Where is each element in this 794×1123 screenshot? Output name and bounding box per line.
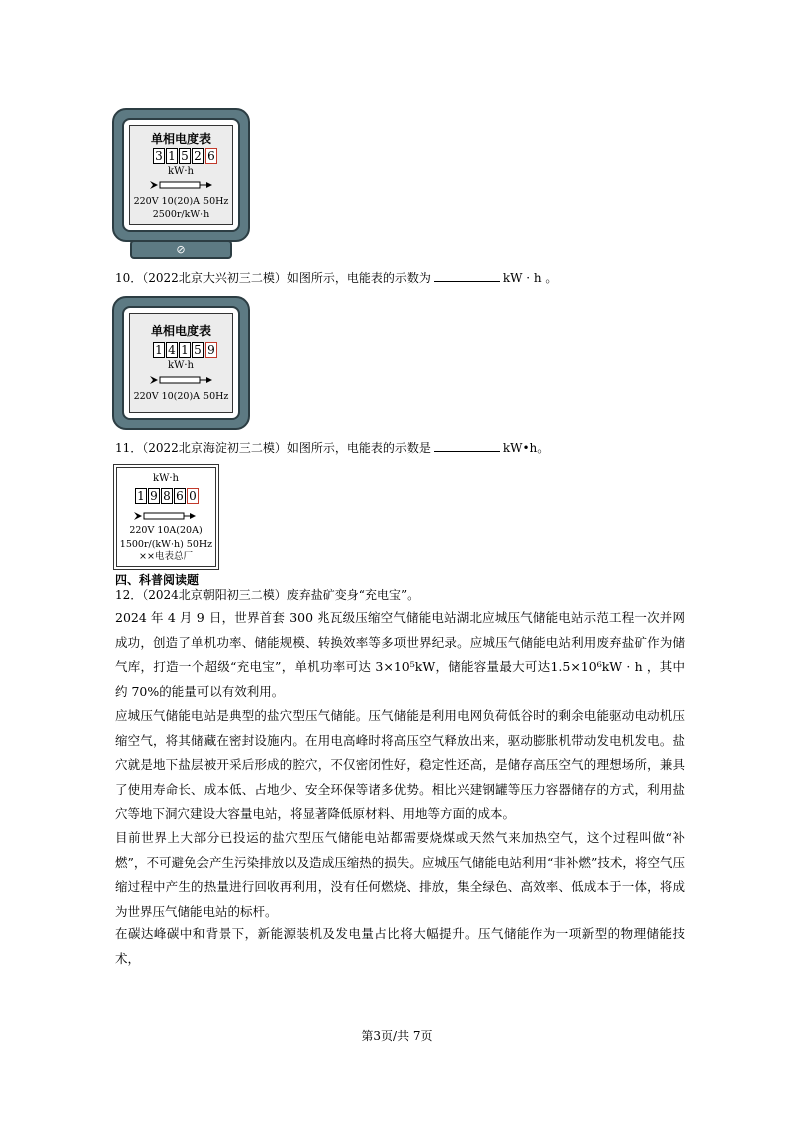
meter-2-digit: 5 [192,342,204,358]
section-title: 四、科普阅读题 [115,573,200,587]
meter-1-digit-decimal: 6 [205,148,217,164]
question-11 [115,439,549,456]
meter-1-digits [153,148,218,164]
meter-1-digit: 3 [153,148,165,164]
meter-1-digit: 5 [179,148,191,164]
electric-meter-3 [113,464,219,570]
meter-2-unit: kW·h [168,360,194,371]
meter-3-face [116,467,216,567]
meter-3-unit: kW·h [153,473,179,484]
question-10-unit: kW · h 。 [502,271,558,285]
meter-2-digit-decimal: 9 [205,342,217,358]
meter-3-rotor-arrow-icon [134,510,196,522]
question-11-text: 如图所示，电能表的示数是 [286,441,431,455]
meter-1-face [122,118,240,232]
meter-3-digit: 6 [174,488,186,504]
electric-meter-2 [112,296,250,430]
question-10-number: 10． [115,271,143,285]
electric-meter-1 [112,108,250,242]
question-10 [115,269,557,286]
article-paragraph-1: 2024 年 4 月 9 日，世界首套 300 兆瓦级压缩空气储能电站湖北应城压气储能电站示范工程一次并网成功，创造了单机功率、储能规模、转换效率等多项世界纪录。应城压气储能电站利用废弃盐矿作为储气库，打造一个超级“充电宝”，单机功率可达 3×10⁵kW，储能容量最大可达1.5×10⁶kW · h ，其中约 70%的能量可以有效利用。 [115,610,685,699]
meter-3-digit: 9 [148,488,160,504]
meter-3-digits [135,488,200,504]
meter-2-digit: 1 [179,342,191,358]
question-11-answer-blank[interactable] [434,439,500,452]
meter-3-digit-decimal: 0 [187,488,199,504]
article-paragraph-3: 目前世界上大部分已投运的盐穴型压气储能电站都需要烧煤或天然气来加热空气，这个过程叫做“补燃”，不可避免会产生污染排放以及造成压缩热的损失。应城压气储能电站利用“非补燃”技术，将空气压缩过程中产生的热量进行回收再利用，没有任何燃烧、排放，集全绿色、高效率、低成本于一体，将成为世界压气储能电站的标杆。 [115,830,685,919]
article-paragraph-2: 应城压气储能电站是典型的盐穴型压气储能。压气储能是利用电网负荷低谷时的剩余电能驱动电动机压缩空气，将其储藏在密封设施内。在用电高峰时将高压空气释放出来，驱动膨胀机带动发电机发电。盐穴就是地下盐层被开采后形成的腔穴，不仅密闭性好，稳定性还高，是储存高压空气的理想场所，兼具了使用寿命长、成本低、占地少、安全环保等诸多优势。相比兴建钢罐等压力容器储存的方式，利用盐穴等地下洞穴建设大容量电站，将显著降低原材料、用地等方面的成本。 [115,708,685,822]
meter-2-digit: 1 [153,342,165,358]
question-11-source: （2022北京海淀初三二模） [142,441,287,455]
page-number: 第3页/共 7页 [361,1029,433,1043]
terminal-screw-icon: ⊘ [176,243,186,256]
question-10-answer-blank[interactable] [434,269,500,282]
question-10-text: 如图所示，电能表的示数为 [286,271,431,285]
meter-2-rotor-arrow-icon [150,374,212,386]
meter-2-face [122,306,240,420]
meter-1-unit: kW·h [168,166,194,177]
meter-3-spec-rating: 220V 10A(20A) [129,525,203,536]
meter-1-digit: 2 [192,148,204,164]
meter-1-panel [129,125,233,225]
question-11-unit: kW•h。 [502,441,550,455]
meter-3-digit: 1 [135,488,147,504]
article-paragraph-4: 在碳达峰碳中和背景下，新能源装机及发电量占比将大幅提升。压气储能作为一项新型的物理储能技术， [115,926,685,966]
meter-2-panel [129,313,233,413]
meter-3-spec-constant: 1500r/(kW·h) 50Hz [119,539,213,550]
meter-2-title: 单相电度表 [150,324,211,338]
meter-2-spec-rating: 220V 10(20)A 50Hz [133,391,229,402]
meter-1-terminal-cover [130,240,232,259]
meter-1-spec-rating: 220V 10(20)A 50Hz [133,196,229,207]
meter-1-title: 单相电度表 [150,132,211,146]
meter-1-digit: 1 [166,148,178,164]
meter-3-manufacturer: ××电表总厂 [139,551,193,562]
question-10-source: （2022北京大兴初三二模） [142,271,287,285]
meter-3-digit: 8 [161,488,173,504]
meter-1-spec-constant: 2500r/kW·h [152,209,210,220]
question-12-heading: 12．（2024北京朝阳初三二模）废弃盐矿变身“充电宝”。 [115,588,420,602]
question-11-number: 11． [115,441,143,455]
meter-2-digits [153,342,218,358]
meter-1-rotor-arrow-icon [150,179,212,191]
meter-2-digit: 4 [166,342,178,358]
